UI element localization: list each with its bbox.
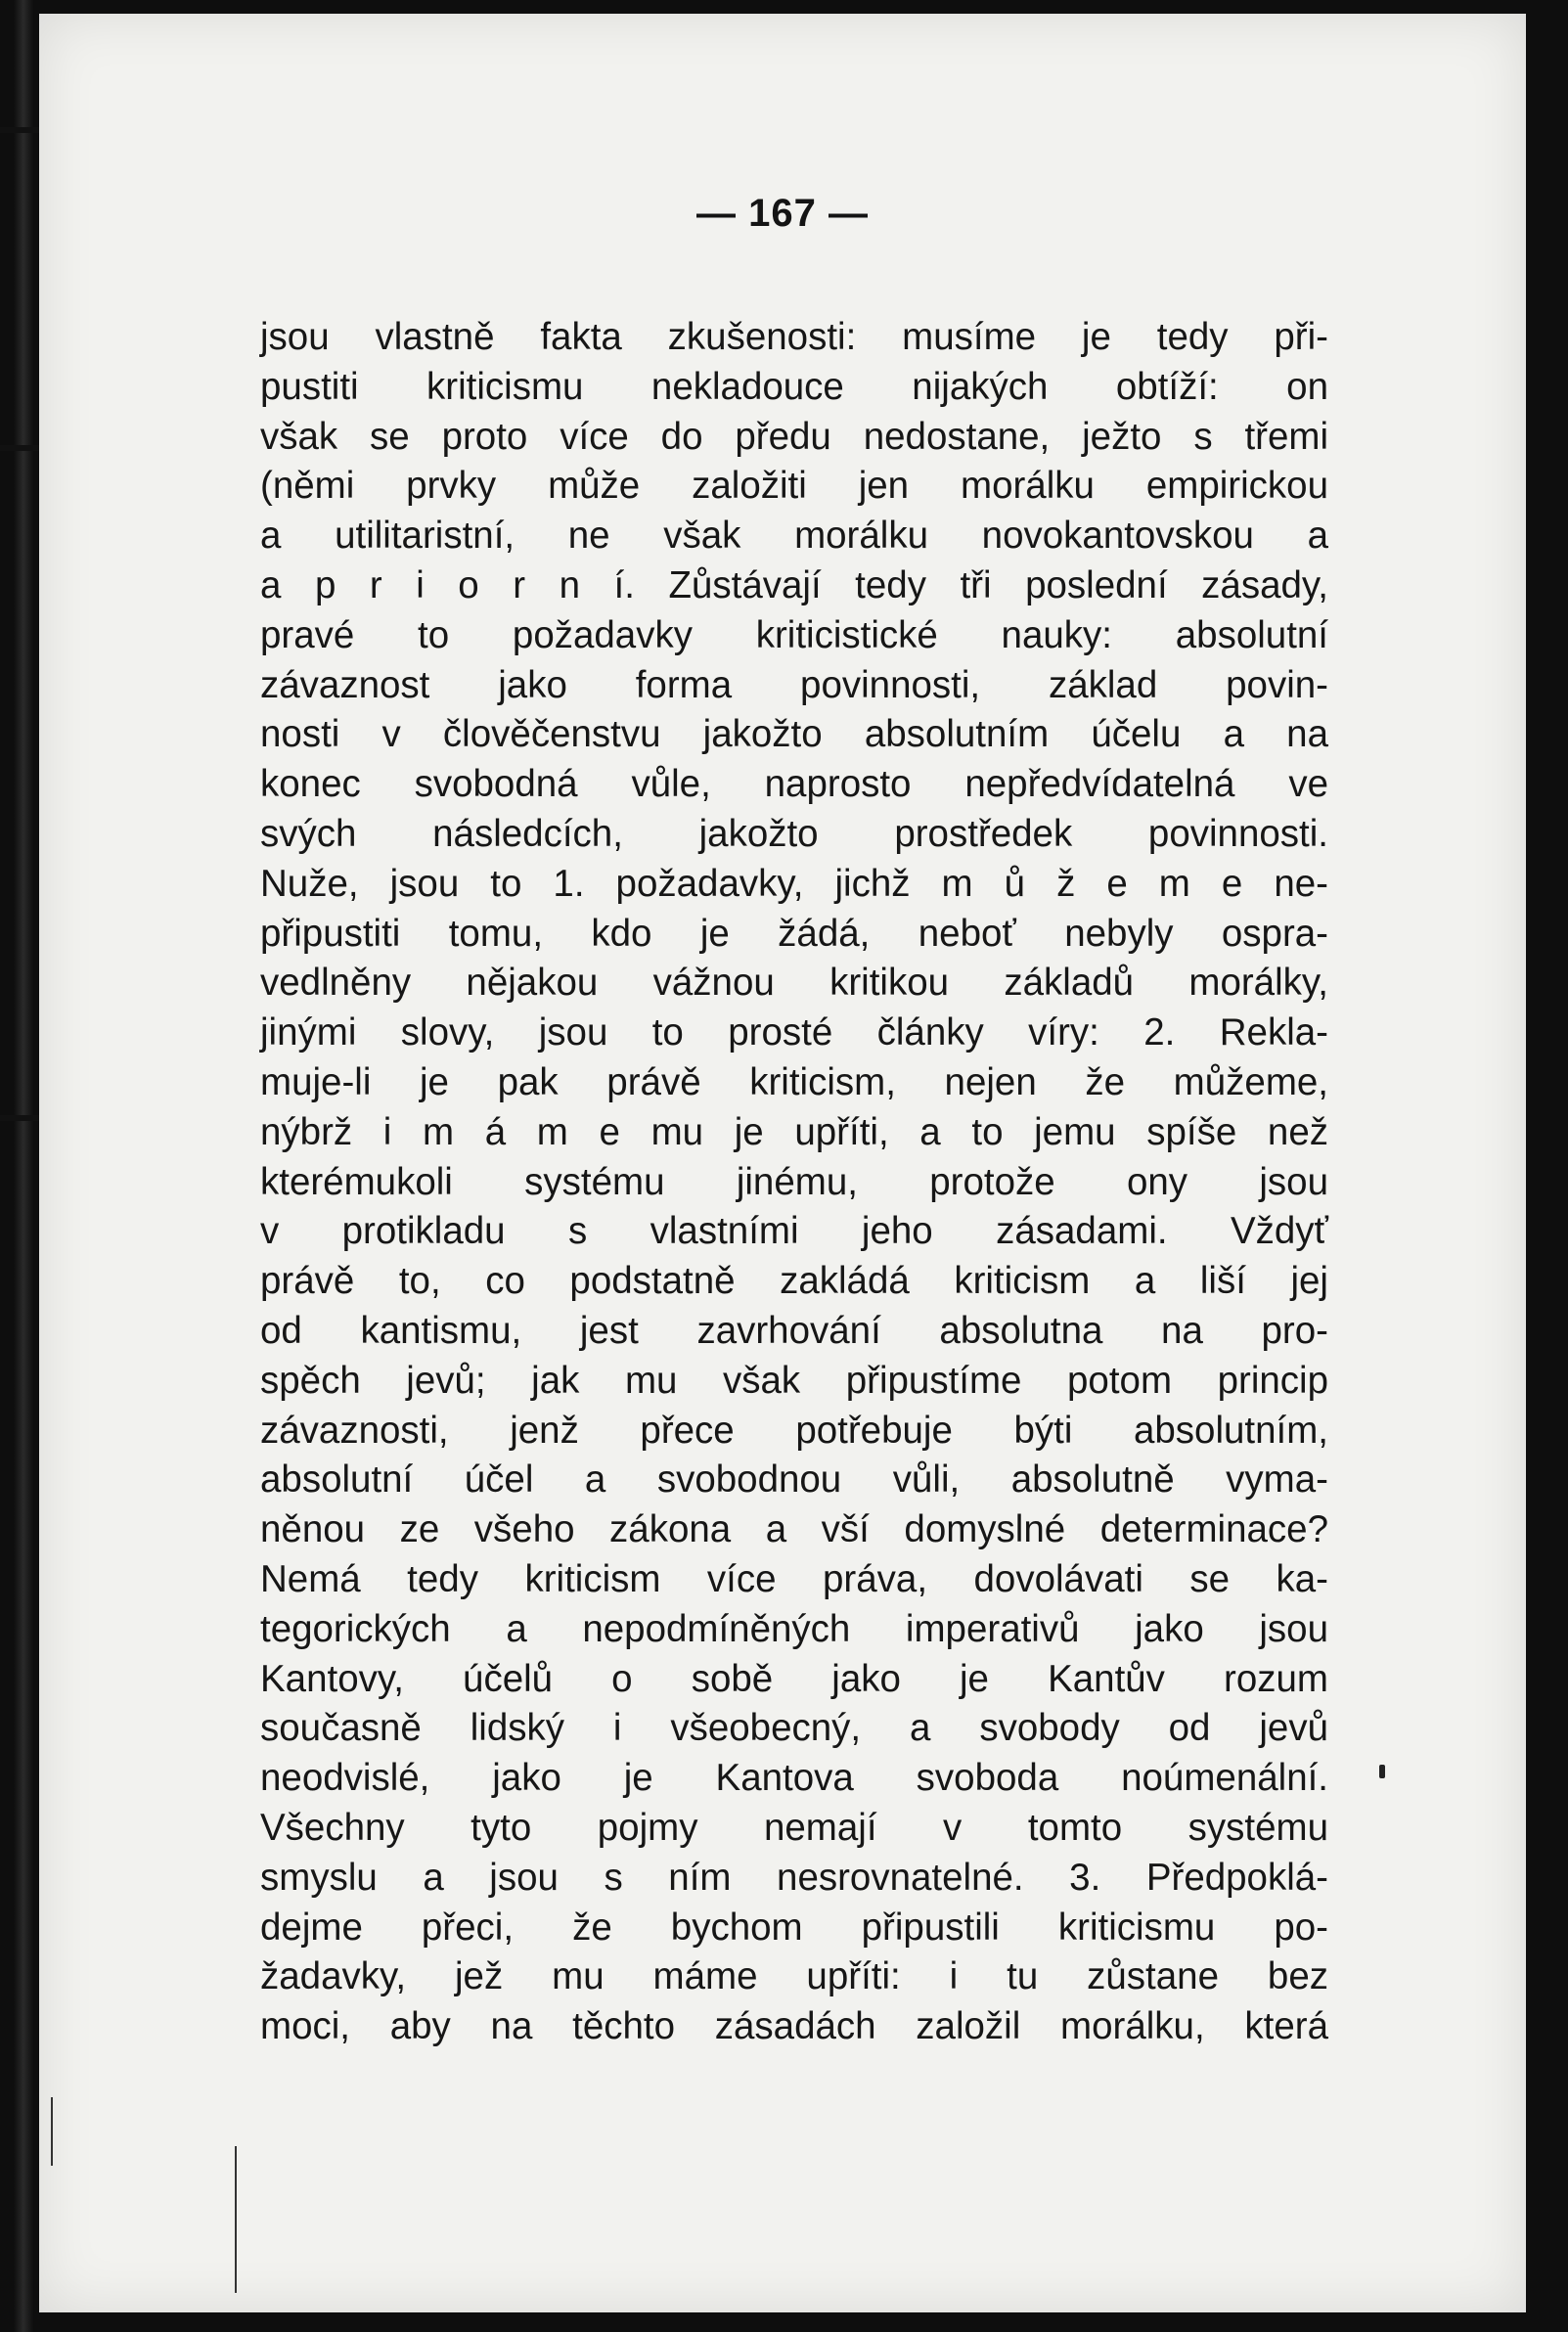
text-line: dejme přeci, že bychom připustili kriticismu po- [260, 1906, 1328, 1949]
text-line: nosti v člověčenstvu jakožto absolutním účelu a na [260, 713, 1328, 756]
page-edge-left [14, 0, 33, 2332]
text-line: spěch jevů; jak mu však připustíme potom princip [260, 1359, 1328, 1402]
text-line: současně lidský i všeobecný, a svobody od jevů [260, 1707, 1328, 1750]
text-line: závaznosti, jenž přece potřebuje býti absolutním, [260, 1409, 1328, 1452]
text-line: svých následcích, jakožto prostředek povinnosti. [260, 812, 1328, 855]
text-line: právě to, co podstatně zakládá kriticism a liší jej [260, 1260, 1328, 1303]
text-line: Nemá tedy kriticism více práva, dovolávati se ka- [260, 1557, 1328, 1600]
text-line: kterémukoli systému jinému, protože ony jsou [260, 1160, 1328, 1203]
text-line: (němi prvky může založiti jen morálku empirickou [260, 465, 1328, 508]
text-line: Nuže, jsou to 1. požadavky, jichž m ů ž e m e ne- [260, 862, 1328, 905]
text-line: tegorických a nepodmíněných imperativů jako jsou [260, 1607, 1328, 1650]
text-line: jsou vlastně fakta zkušenosti: musíme je tedy při- [260, 316, 1328, 358]
text-line: připustiti tomu, kdo je žádá, neboť nebyly ospra- [260, 912, 1328, 955]
text-line: od kantismu, jest zavrhování absolutna na pro- [260, 1309, 1328, 1352]
text-line: pravé to požadavky kriticistické nauky: absolutní [260, 613, 1328, 656]
body-text [260, 313, 1328, 2052]
book-page [39, 14, 1526, 2312]
text-line: a p r i o r n í. Zůstávají tedy tři poslední zásady, [260, 563, 1328, 606]
scan-scratch [235, 2146, 237, 2293]
text-line: v protikladu s vlastními jeho zásadami. Vždyť [260, 1210, 1328, 1253]
text-line: závaznost jako forma povinnosti, základ povin- [260, 663, 1328, 706]
text-line: Všechny tyto pojmy nemají v tomto systému [260, 1806, 1328, 1849]
text-line: však se proto více do předu nedostane, ježto s třemi [260, 415, 1328, 458]
text-line: absolutní účel a svobodnou vůli, absolutně vyma- [260, 1458, 1328, 1502]
text-line: jinými slovy, jsou to prosté články víry: 2. Rekla- [260, 1011, 1328, 1054]
text-line: vedlněny nějakou vážnou kritikou základů morálky, [260, 962, 1328, 1005]
text-line: a utilitaristní, ne však morálku novokantovskou a [260, 515, 1328, 558]
text-line: pustiti kriticismu nekladouce nijakých obtíží: on [260, 365, 1328, 408]
text-line: něnou ze všeho zákona a vší domyslné determinace? [260, 1508, 1328, 1551]
text-line: Kantovy, účelů o sobě jako je Kantův rozum [260, 1657, 1328, 1700]
text-line: smyslu a jsou s ním nesrovnatelné. 3. Předpoklá- [260, 1856, 1328, 1899]
page-number: — 167 — [696, 192, 869, 235]
ink-speck [1379, 1765, 1385, 1778]
text-line: konec svobodná vůle, naprosto nepředvídatelná ve [260, 763, 1328, 806]
text-line: nýbrž i m á m e mu je upříti, a to jemu spíše než [260, 1110, 1328, 1153]
text-line: muje-li je pak právě kriticism, nejen že můžeme, [260, 1060, 1328, 1103]
text-line: moci, aby na těchto zásadách založil morálku, která [260, 2005, 1328, 2048]
text-line: žadavky, jež mu máme upříti: i tu zůstane bez [260, 1955, 1328, 1998]
scan-scratch [51, 2097, 53, 2166]
text-line: neodvislé, jako je Kantova svoboda noúmenální. [260, 1757, 1328, 1800]
